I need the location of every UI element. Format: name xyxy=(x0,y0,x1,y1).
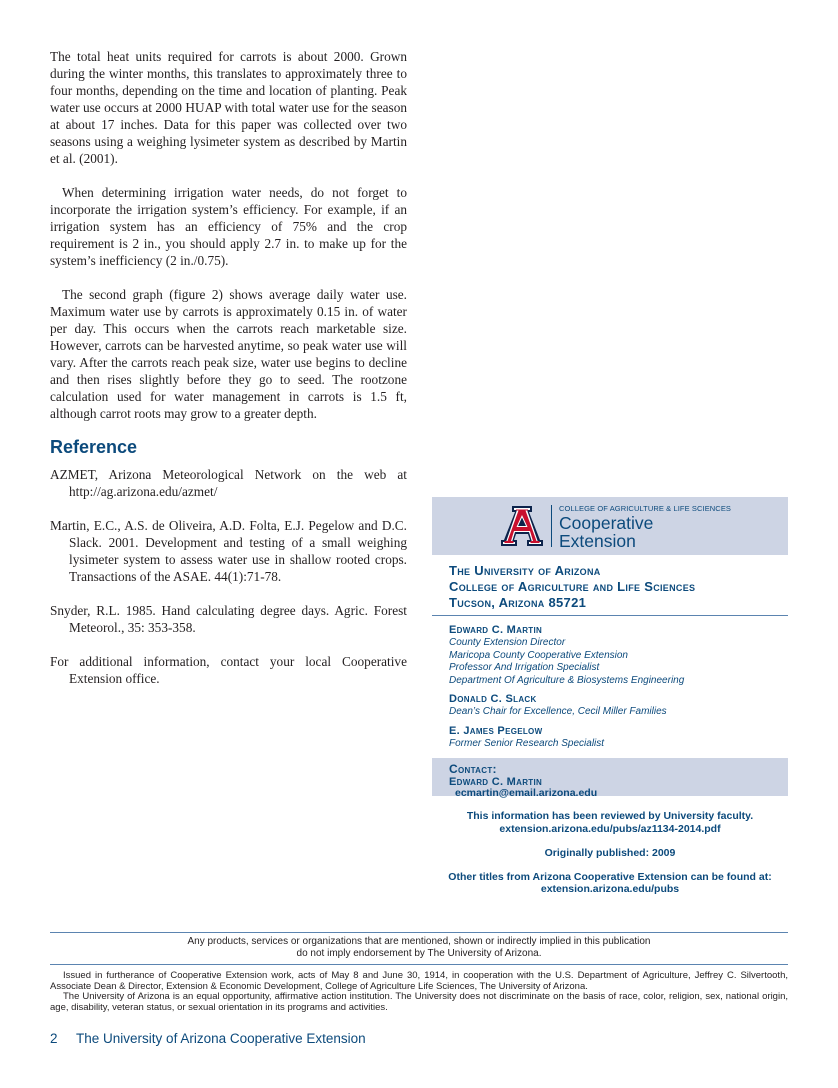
page-number: 2 xyxy=(50,1031,58,1046)
body-paragraph-3: The second graph (figure 2) shows average daily water use. Maximum water use by carrots is approximately 0.15 in. of water per day. This occurs when the carrots reach marketable size. However, carrots can be harvested anytime, so peak water use will vary. After the carrots reach peak size, water use begins to decline and then rises slightly before they go to seed. The rootzone calculation used for water management in carrots is 1.5 ft, although carrot roots may grow to a greater depth. xyxy=(50,287,407,421)
logo-extension: Extension xyxy=(559,531,636,551)
original-publish-date: Originally published: 2009 xyxy=(544,847,676,859)
equal-opportunity-paragraph: The University of Arizona is an equal opportunity, affirmative action institution. The University does not discriminate on the basis of race, color, religion, sex, national origin, age, disability, veteran status, or sexual orientation in its programs and activities. xyxy=(50,991,788,1013)
contact-label: Contact: xyxy=(449,762,497,776)
logo-divider xyxy=(551,505,552,547)
main-column xyxy=(50,48,407,704)
contact-box xyxy=(432,758,788,799)
body-paragraph-1: The total heat units required for carrots is about 2000. Grown during the winter months, this translates to approximately three to four months, depending on the time and location of planting. Peak water use occurs at 2000 HUAP with total water use for the season at about 17 inches. Data for this paper was collected over two seasons using a weighing lysimeter system as described by Martin et al. (2001). xyxy=(50,49,407,166)
university-name: The University of Arizona xyxy=(449,563,601,578)
cooperative-extension-logo-bar xyxy=(432,497,788,555)
disclaimer-line-2: do not imply endorsement by The University of Arizona. xyxy=(296,947,542,959)
arizona-block-a-logo-icon xyxy=(500,504,544,548)
pubs-url-link[interactable]: extension.arizona.edu/pubs xyxy=(540,883,680,895)
issued-statement xyxy=(50,971,788,1013)
page-footer xyxy=(50,1031,366,1046)
contact-email-link[interactable]: ecmartin@email.arizona.edu xyxy=(455,787,598,799)
publication-notes xyxy=(432,810,788,896)
footer-title: The University of Arizona Cooperative Extension xyxy=(76,1031,366,1046)
author-title: Maricopa County Cooperative Extension xyxy=(449,649,628,661)
publication-url-link[interactable]: extension.arizona.edu/pubs/az1134-2014.pdf xyxy=(499,822,721,835)
author-name: Edward C. Martin xyxy=(449,624,543,636)
reference-item-contact: For additional information, contact your local Cooperative Extension office. xyxy=(50,654,407,686)
authors-list xyxy=(432,616,788,750)
college-full-name: College of Agriculture and Life Sciences xyxy=(449,579,696,594)
reference-item-martin: Martin, E.C., A.S. de Oliveira, A.D. Folta, E.J. Pegelow and D.C. Slack. 2001. Development and testing of a small weighing lysimeter system to assess water use in shallow rooted crops. Transactions of the ASAE. 44(1):71-78. xyxy=(50,518,407,584)
author-name: Donald C. Slack xyxy=(449,693,537,705)
author-title: Department Of Agriculture & Biosystems Engineering xyxy=(449,674,685,686)
author-title: Dean’s Chair for Excellence, Cecil Miller Families xyxy=(449,706,667,717)
author-title: County Extension Director xyxy=(449,637,566,648)
issued-paragraph: Issued in furtherance of Cooperative Extension work, acts of May 8 and June 30, 1914, in cooperation with the U.S. Department of Agriculture, Jeffrey C. Silvertooth, Associate Dean & Director, Extension & Economic Development, College of Agriculture Life Sciences, The University of Arizona. xyxy=(50,970,788,992)
reference-item-azmet: AZMET, Arizona Meteorological Network on the web at http://ag.arizona.edu/azmet/ xyxy=(50,467,407,499)
body-paragraph-2: When determining irrigation water needs, do not forget to incorporate the irrigation system’s efficiency. For example, if an irrigation system has an efficiency of 75% and the crop requirement is 2 in., you should apply 2.7 in. to make up for the system’s inefficiency (2 in./0.75). xyxy=(50,185,407,268)
author-title: Former Senior Research Specialist xyxy=(449,737,605,749)
disclaimer-line-1: Any products, services or organizations that are mentioned, shown or indirectly implied in this publication xyxy=(187,936,651,947)
reference-heading: Reference xyxy=(50,437,138,457)
university-address xyxy=(432,555,788,611)
footer-divider-top xyxy=(50,932,788,933)
author-title: Professor And Irrigation Specialist xyxy=(449,662,600,673)
other-titles-note: Other titles from Arizona Cooperative Extension can be found at: xyxy=(448,870,772,883)
footer-divider-bottom xyxy=(50,964,788,965)
review-note: This information has been reviewed by University faculty. xyxy=(466,810,754,822)
contact-name: Edward C. Martin xyxy=(449,776,543,788)
logo-cooperative: Cooperative xyxy=(559,513,654,533)
extension-info-panel xyxy=(432,497,788,896)
author-name: E. James Pegelow xyxy=(449,724,543,737)
city-state-zip: Tucson, Arizona 85721 xyxy=(449,595,587,610)
college-name: COLLEGE OF AGRICULTURE & LIFE SCIENCES xyxy=(559,504,732,513)
reference-item-snyder: Snyder, R.L. 1985. Hand calculating degree days. Agric. Forest Meteorol., 35: 353-358. xyxy=(50,603,407,635)
endorsement-disclaimer xyxy=(50,936,788,959)
